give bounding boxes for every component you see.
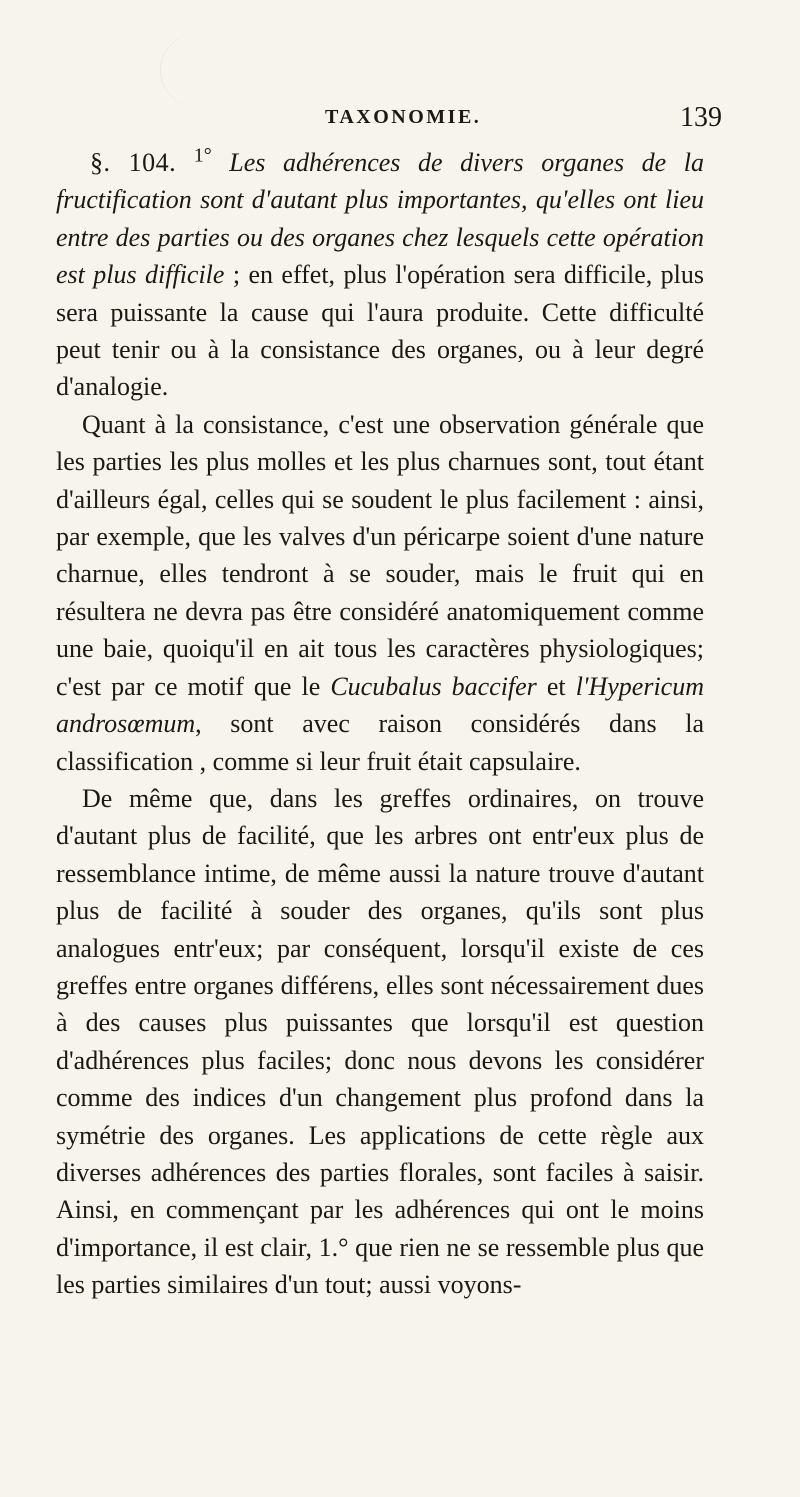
paragraph-3: De même que, dans les greffes ordinaires, on trouve d'autant plus de facilité, que les arbres ont entr'eux plus de ressemblance intime, de même aussi la nature trouve d'autant plus de facilité à souder des organes, qu'ils sont plus analogues entr'eux; par conséquent, lorsqu'il existe de ces greffes entre organes différens, elles sont nécessairement dues à des causes plus puissantes que lorsqu'il est question d'adhérences plus faciles; donc nous devons les considérer comme des indices d'un changement plus profond dans la symétrie des organes. Les applications de cette règle aux diverses adhérences des parties florales, sont faciles à saisir. Ainsi, en commençant par les adhérences qui ont le moins d'importance, il est clair, 1.° que rien ne se ressemble plus que les parties similaires d'un tout; aussi voyons-	[56, 783, 704, 1300]
paper-stain	[160, 30, 251, 110]
section-number: §. 104.	[90, 148, 177, 177]
paragraph-1-rest: ; en effet, plus l'opération sera difficile, plus sera puissante la cause qui l'aura produite. Cette difficulté peut tenir ou à la consistance des organes, ou à leur degré d'analogie.	[56, 260, 704, 402]
rule-statement: Les adhérences de divers organes de la fructification sont d'autant plus importantes, qu'elles ont lieu entre des parties ou des organes chez lesquels cette opération est plus difficile	[56, 148, 705, 290]
paragraph-2-part-3: , sont avec raison considérés dans la classification , comme si leur fruit était capsulaire.	[56, 709, 704, 776]
page-number: 139	[680, 102, 722, 133]
species-name-2: l'Hypericum androsœmum	[56, 671, 704, 739]
paragraph-1	[56, 144, 704, 406]
list-marker: 1°	[193, 144, 212, 167]
page-header	[0, 102, 800, 146]
paragraph-2-part-1: Quant à la consistance, c'est une observation générale que les parties les plus molles et les plus charnues sont, tout étant d'ailleurs égal, celles qui se soudent le plus facilement : ainsi, par exemple, que les valves d'un péricarpe soient d'une nature charnue, elles tendront à se souder, mais le fruit qui en résultera ne devra pas être considéré anatomiquement comme une baie, quoiqu'il en ait tous les caractères physiologiques; c'est par ce motif que le	[56, 409, 704, 701]
text-body	[56, 144, 704, 1304]
paragraph-2	[56, 406, 704, 780]
running-head: TAXONOMIE.	[325, 106, 482, 128]
paragraph-2-part-2: et	[536, 671, 576, 701]
species-name-1: Cucubalus baccifer	[330, 671, 537, 701]
